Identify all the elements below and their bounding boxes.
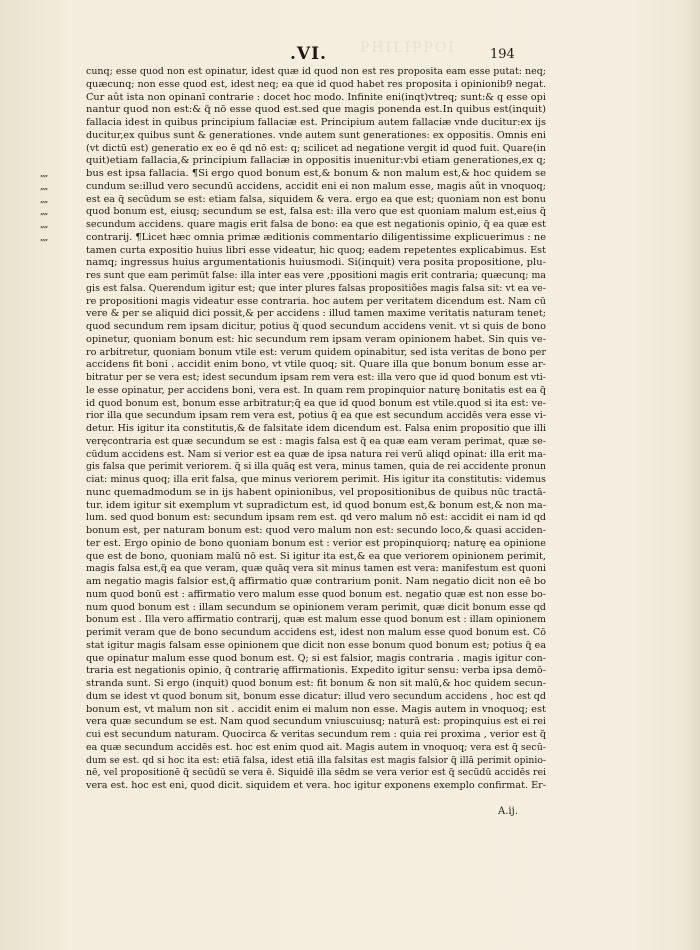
text-line-content: bonum est . Illa vero affirmatio contrarij, quæ est malum esse quod bonum est : illam opinionem <box>86 614 546 626</box>
text-line <box>40 168 546 181</box>
text-line <box>86 512 546 525</box>
text-line <box>86 627 546 640</box>
text-line <box>86 487 546 500</box>
text-line-content: cundum se:illud vero secundū accidens, accidit eni ei non malum esse, magis aût in vnoquoq; <box>86 180 546 192</box>
text-line-content: detur. His igitur ita constitutis,& de falsitate idem dicendum est. Falsa enim propositio que illi <box>86 423 546 434</box>
text-line <box>86 66 546 79</box>
text-line <box>86 410 546 423</box>
text-line <box>40 206 547 219</box>
text-line-content: ea quæ secundum accidēs est. hoc est enim quod ait. Magis autem in vnoquoq; vera est q̃ secū- <box>86 741 547 753</box>
text-line <box>86 640 546 653</box>
text-line-content: bus est ipsa fallacia. ¶Si ergo quod bonum est,& bonum & non malum est,& hoc quidem se <box>86 168 546 179</box>
bleed-through-text: PHILIPPOI <box>360 40 456 56</box>
text-line <box>86 563 546 576</box>
text-line <box>86 704 546 717</box>
text-line-content: dum se est. qd si hoc ita est: etiā falsa, idest etiā illa falsitas est magis falsior q̃ illā perimit opinio- <box>86 754 546 766</box>
text-line <box>86 500 546 513</box>
text-line <box>86 589 546 602</box>
text-line <box>86 245 546 258</box>
text-line <box>86 283 546 296</box>
text-line <box>86 334 546 347</box>
text-line <box>40 231 547 245</box>
margin-quote-marker: „„ <box>40 169 48 179</box>
text-line <box>86 104 546 117</box>
margin-quote-marker: „„ <box>40 207 48 218</box>
text-line <box>86 742 546 755</box>
text-line-content: vere & per se aliquid dici possit,& per accidens : illud tamen maxime veritatis naturam tenet; <box>86 308 547 320</box>
text-line-content: cunq; esse quod non est opinatur, idest quæ id quod non est res proposita eam esse putat: neq; <box>86 66 547 77</box>
text-line <box>86 716 546 729</box>
text-line-content: nē, vel propositionē q̃ secūdū se vera ē. Siquidē illa sēdm se vera verior est q̃ secūdū accidēs rei <box>86 767 547 779</box>
folio-title: .VI. <box>290 44 327 64</box>
text-line <box>86 767 546 780</box>
text-line <box>86 755 546 768</box>
running-header <box>0 44 700 66</box>
text-line-content: nunc quemadmodum se in ijs habent opinionibus, vel propositionibus de quibus nūc tractā- <box>86 486 546 498</box>
text-line-content: num quod bonū est : affirmatio vero malum esse quod bonum est. negatio quæ est non esse bo- <box>86 588 546 600</box>
text-line-content: ter est. Ergo opinio de bono quoniam bonum est : verior est propinquiorq; naturę ea opinione <box>86 537 546 549</box>
text-line-content: ro arbitretur, quoniam bonum vtile est: verum quidem opinabitur, sed ista veritas de bono per <box>86 346 546 358</box>
text-line <box>86 538 546 551</box>
text-line-content: fallacia idest in quibus principium fallaciæ est. Principium autem fallaciæ vnde ducitur:ex ijs <box>86 117 546 128</box>
text-line <box>86 525 546 538</box>
text-line-content: bonum est, per naturam bonum est: quod vero malum non est: secundo loco,& quasi acciden- <box>86 525 546 536</box>
text-line-content: lum. sed quod bonum est: secundum ipsam rem est. qd vero malum nō est: accidit ei nam id qd <box>86 512 547 524</box>
text-line <box>86 143 546 156</box>
text-line-content: res sunt que eam perimūt false: illa inter eas vere ,ppositioni magis erit contraria; quæcunq; ma <box>86 270 546 281</box>
text-line-content: stat igitur magis falsam esse opinionem que dicit non esse bonum quod bonum est; potius q̃ ea <box>86 639 547 651</box>
text-line <box>86 678 546 691</box>
margin-quote-marker: „„ <box>40 194 48 205</box>
text-line-content: quod secundum rem ipsam dicitur, potius q̃ quod secundum accidens venit. vt si quis de bono <box>86 321 547 332</box>
text-line <box>86 296 546 309</box>
text-line <box>86 130 546 143</box>
text-line-content: ducitur,ex quibus sunt & generationes. vnde autem sunt generationes: ex oppositis. Omnis eni <box>86 129 546 141</box>
text-line <box>86 461 546 474</box>
text-line-content: bonum est, vt malum non sit . accidit enim ei malum non esse. Magis autem in vnoquoq; est <box>86 703 546 715</box>
margin-quote-marker: „„ <box>40 232 48 243</box>
text-line <box>86 551 546 564</box>
text-line-content: bitratur per se vera est; idest secundum ipsam rem vera est: illa vero que id quod bonum est vti- <box>86 372 546 383</box>
text-line-content: dum se idest vt quod bonum sit, bonum esse dicatur: illud vero secundum accidens , hoc est qd <box>86 690 546 702</box>
margin-quote-marker: „„ <box>40 220 48 230</box>
text-line-content: tur. idem igitur sit exemplum vt supradictum est, id quod bonum est,& bonum est,& non ma- <box>86 499 547 511</box>
text-line-content: traria est negationis opinio, q̃ contrarię affirmationis. Expedito igitur sensu: verba ipsa demō- <box>86 665 547 677</box>
text-line-content: namq; ingressus huius argumentationis huiusmodi. Si(inquit) vera posita propositione, plu- <box>86 257 546 269</box>
text-line-content: re propositioni magis videatur esse contraria. hoc autem per veritatem dicendum est. Nam cū <box>86 295 546 307</box>
text-line-content: (vt dictū est) generatio ex eo ē qd nō est: q; scilicet ad negatione vergit id quod fuit. Quare(in <box>86 142 546 154</box>
margin-quote-marker: „„ <box>40 181 48 192</box>
text-line <box>40 180 546 194</box>
text-line <box>86 155 546 168</box>
text-line <box>86 308 546 321</box>
text-line <box>86 257 546 270</box>
text-line <box>86 436 546 449</box>
text-line-content: ciat: minus quoq; illa erit falsa, que minus veriorem perimit. His igitur ita constitutis: videmus <box>86 474 546 485</box>
text-line-content: veręcontraria est quæ secundum se est : magis falsa est q̃ ea quæ eam veram perimat, quæ se- <box>86 435 546 447</box>
text-line-content: quit)etiam fallacia,& principium fallaciæ in oppositis inuenitur:vbi etiam generationes,ex q; <box>86 155 547 167</box>
text-line-content: secundum accidens. quare magis erit falsa de bono: ea que est negationis opinio, q̃ ea quæ est <box>86 219 546 230</box>
text-line-content: gis est falsa. Querendum igitur est; que inter plures falsas propositiões magis falsa sit: vt ea ve- <box>86 282 546 294</box>
text-line <box>86 780 546 793</box>
text-line-content: stranda sunt. Si ergo (inquit) quod bonum est: fit bonum & non sit malū,& hoc quidem secun- <box>86 678 547 689</box>
text-line <box>86 602 546 615</box>
text-line-content: num quod bonum est : illam secundum se opinionem veram perimit, quæ dicit bonum esse qd <box>86 601 547 613</box>
text-line <box>86 691 546 704</box>
text-line-content: quæcunq; non esse quod est, idest neq; ea que id quod habet res proposita i opinionib9 negat. <box>86 78 546 90</box>
text-line <box>86 449 546 462</box>
text-line-content: vera quæ secundum se est. Nam quod secundum vniuscuiusq; naturā est: propinquius est ei rei <box>86 716 547 728</box>
text-line <box>86 398 546 411</box>
text-line-content: est ea q̃ secūdum se est: etiam falsa, siquidem & vera. ergo ea que est; quoniam non est bonu <box>86 193 546 205</box>
text-line-content: magis falsa est,q̃ ea que veram, quæ quāq vera sit minus tamen est vera: manifestum est quoni <box>86 563 546 575</box>
text-line-content: Cur aût ista non opinanī contrarie : docet hoc modo. Infinite eni(inqt)vtreq; sunt:& q esse opi <box>86 91 546 103</box>
text-line-content: contrarij. ¶Licet hæc omnia primæ æditionis commentario diligentissime explicuerimus : ne <box>86 231 547 243</box>
text-line <box>86 385 546 398</box>
text-line <box>40 219 546 232</box>
text-line <box>40 193 546 207</box>
text-line <box>86 79 546 92</box>
text-line-content: nantur quod non est:& q̃ nō esse quod est.sed que magis ponenda est.In quibus est(inquit) <box>86 104 547 116</box>
folio-number: 194 <box>490 47 515 62</box>
text-line-content: tamen curta expositio huius libri esse videatur, hic quoq; eadem repetentes explicabimus. Est <box>86 244 546 256</box>
text-line <box>86 270 546 283</box>
text-line-content: id quod bonum est, bonum esse arbitratur;q̃ ea que id quod bonum est vtile.quod si ita est: ve- <box>86 397 546 409</box>
text-line <box>86 665 546 678</box>
text-line-content: le esse opinatur, per accidens boni, vera est. In quam rem propinquior naturę bonitatis est ea q̃ <box>86 384 546 396</box>
text-line <box>86 117 546 130</box>
text-line <box>86 359 546 372</box>
text-line-content: que est de bono, quoniam malū nō est. Si igitur ita est,& ea que veriorem opinionem perimit, <box>86 550 547 562</box>
text-line-content: opinetur, quoniam bonum est: hic secundum rem ipsam veram opinionem habet. Sin quis ve- <box>86 333 547 345</box>
text-line-content: rior illa que secundum ipsam rem vera est, potius q̃ ea que est secundum accidēs vera esse vi- <box>86 410 547 422</box>
text-line <box>86 614 546 627</box>
text-line <box>86 347 546 360</box>
text-line-content: vera est. hoc est eni, quod dicit. siquidem et vera. hoc igitur exponens exemplo confirmat. Er- <box>86 780 546 791</box>
printer-signature: A.ij. <box>498 806 518 817</box>
text-line <box>86 92 546 105</box>
text-line <box>86 474 546 487</box>
text-line <box>86 321 546 334</box>
text-line-content: quod bonum est, eiusq; secundum se est, falsa est: illa vero que est quoniam malum est,eius q̃ <box>86 206 547 218</box>
page-edge-shadow <box>682 0 700 950</box>
body-text <box>40 66 547 793</box>
text-line-content: que opinatur malum esse quod bonum est. Q; si est falsior, magis contraria . magis igitur con- <box>86 652 546 664</box>
text-line <box>86 576 546 589</box>
text-line <box>86 423 546 436</box>
text-line <box>86 653 546 666</box>
text-line-content: cui est secundum naturam. Quocirca & veritas secundum rem : quia rei proxima , verior est q̃ <box>86 729 547 740</box>
text-line <box>86 372 546 385</box>
text-line-content: am negatio magis falsior est,q̃ affirmatio quæ contrarium ponit. Nam negatio dicit non eē bo <box>86 576 547 587</box>
text-line-content: perimit veram que de bono secundum accidens est, idest non malum esse quod bonum est. Cō <box>86 627 546 638</box>
text-line-content: cūdum accidens est. Nam si verior est ea quæ de ipsa natura rei verū aliqd opinat: illa erit ma- <box>86 448 546 460</box>
text-line-content: gis falsa que perimit veriorem. q̃ si illa quāq est vera, minus tamen, quia de rei accidente pronun <box>86 461 546 473</box>
text-line <box>86 729 546 742</box>
text-line-content: accidens fit boni . accidit enim bono, vt vtile quoq; sit. Quare illa que bonum bonum esse ar- <box>86 359 547 371</box>
